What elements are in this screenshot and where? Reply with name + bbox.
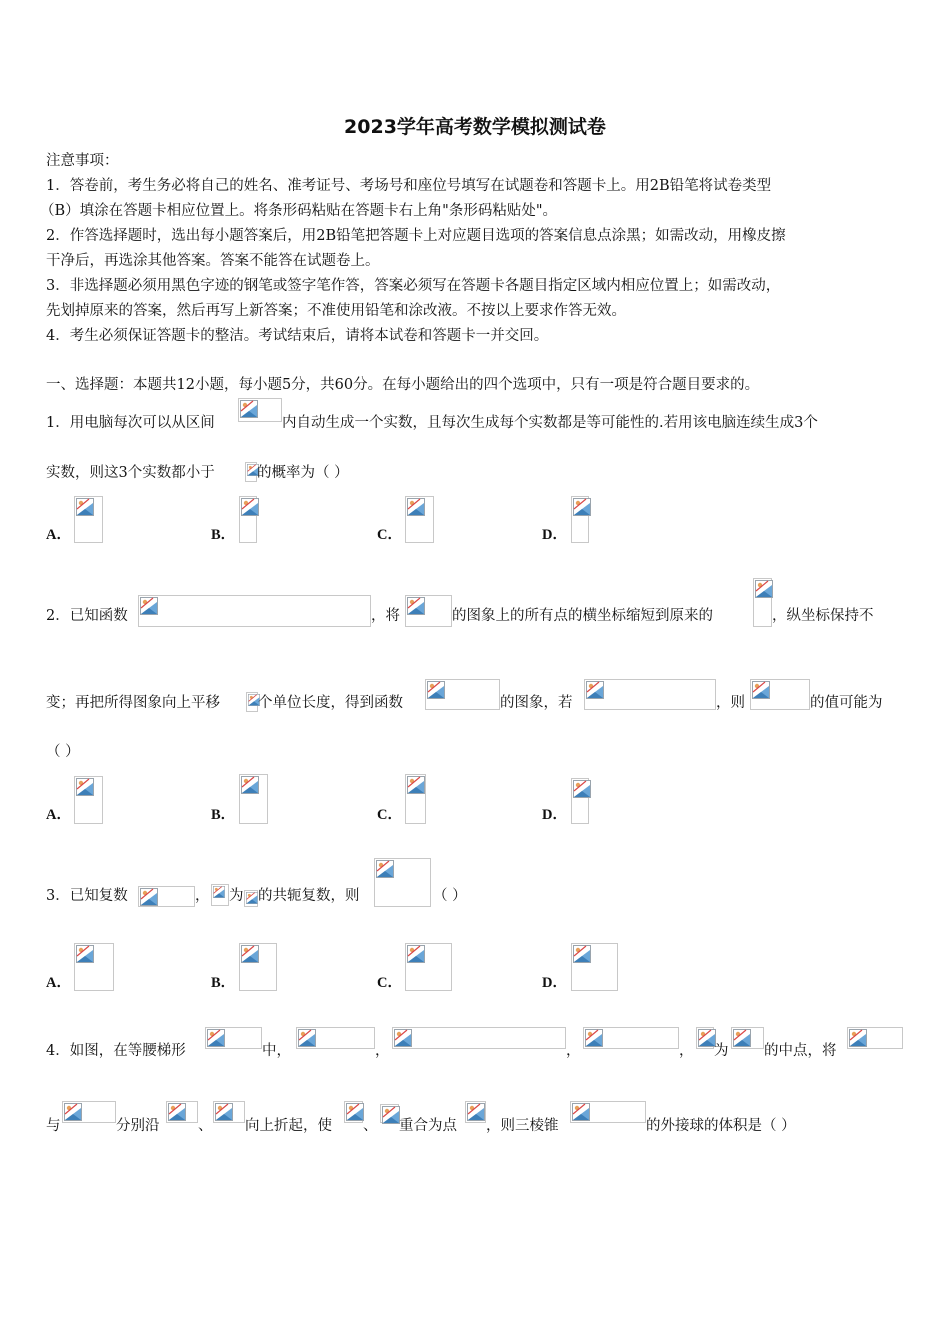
broken-image-icon [583, 1027, 679, 1049]
q1-text: 实数，则这3个实数都小于 [46, 465, 215, 481]
option-b-label: B． [211, 975, 236, 991]
broken-image-glyph [298, 1029, 316, 1047]
broken-image-icon [138, 886, 195, 907]
broken-image-glyph [407, 597, 425, 615]
option-d-label: D． [542, 807, 567, 823]
q2-text: 的值可能为 [810, 695, 883, 711]
broken-image-glyph [427, 681, 445, 699]
q4-text: ，则三棱锥 [486, 1118, 559, 1134]
broken-image-icon [405, 496, 434, 543]
q2-text: ，纵坐标保持不 [772, 608, 874, 624]
broken-image-icon [405, 943, 452, 991]
broken-image-icon [374, 858, 431, 907]
broken-image-icon [696, 1027, 714, 1049]
q4-text: 的外接球的体积是（ ） [646, 1118, 796, 1134]
broken-image-glyph [246, 892, 258, 904]
broken-image-icon [405, 595, 452, 627]
broken-image-icon [571, 496, 589, 543]
broken-image-glyph [76, 498, 94, 516]
broken-image-glyph [376, 860, 394, 878]
q2-text: 的图象上的所有点的横坐标缩短到原来的 [452, 608, 713, 624]
broken-image-glyph [241, 498, 259, 516]
notice-line: 干净后，再选涂其他答案。答案不能答在试题卷上。 [46, 253, 380, 269]
broken-image-glyph [572, 1103, 590, 1121]
q4-text: ， [679, 1043, 694, 1059]
option-d-label: D． [542, 975, 567, 991]
broken-image-icon [245, 462, 257, 482]
option-c-label: C． [377, 807, 402, 823]
q4-text: 中， [262, 1043, 291, 1059]
q4-text: ， [566, 1043, 581, 1059]
broken-image-icon [392, 1027, 566, 1049]
q1-text: 内自动生成一个实数，且每次生成每个实数都是等可能性的.若用该电脑连续生成3个 [282, 415, 818, 431]
broken-image-icon [571, 943, 618, 991]
broken-image-glyph [382, 1106, 400, 1124]
broken-image-glyph [407, 498, 425, 516]
broken-image-icon [213, 1101, 245, 1123]
q3-text: 3．已知复数 [46, 888, 128, 904]
broken-image-glyph [573, 498, 591, 516]
q1-text: 1．用电脑每次可以从区间 [46, 415, 215, 431]
q3-text: 为 [229, 888, 244, 904]
q2-text: （ ） [46, 744, 80, 760]
notice-line: 4．考生必须保证答题卡的整洁。考试结束后，请将本试卷和答题卡一并交回。 [46, 328, 549, 344]
broken-image-glyph [752, 681, 770, 699]
section-heading: 一、选择题：本题共12小题，每小题5分，共60分。在每小题给出的四个选项中，只有一项是符合题目要求的。 [46, 377, 760, 393]
broken-image-icon [211, 884, 229, 906]
broken-image-glyph [207, 1029, 225, 1047]
broken-image-glyph [240, 400, 258, 418]
q2-text: 的图象，若 [500, 695, 573, 711]
broken-image-icon [239, 774, 268, 824]
notice-line: 3．非选择题必须用黑色字迹的钢笔或签字笔作答，答案必须写在答题卡各题目指定区域内相应位置上；如需改动， [46, 278, 781, 294]
q4-text: 向上折起，使 [245, 1118, 332, 1134]
q4-text: 为 [714, 1043, 729, 1059]
q2-text: ，则 [716, 695, 745, 711]
broken-image-glyph [849, 1029, 867, 1047]
broken-image-icon [380, 1104, 399, 1123]
option-c-label: C． [377, 527, 402, 543]
broken-image-glyph [407, 776, 425, 794]
broken-image-icon [74, 776, 103, 824]
q3-text: 的共轭复数，则 [258, 888, 360, 904]
broken-image-icon [750, 679, 810, 710]
q2-text: ，将 [371, 608, 400, 624]
broken-image-icon [205, 1027, 262, 1049]
broken-image-icon [244, 890, 258, 907]
broken-image-glyph [346, 1103, 364, 1121]
q3-text: ， [195, 888, 210, 904]
q4-text: 、 [198, 1118, 213, 1134]
broken-image-icon [570, 1101, 646, 1123]
broken-image-icon [239, 496, 257, 543]
q2-text: 个单位长度，得到函数 [258, 695, 403, 711]
broken-image-glyph [241, 776, 259, 794]
broken-image-glyph [76, 778, 94, 796]
option-a-label: A． [46, 975, 71, 991]
q1-text: 的概率为（ ） [257, 465, 349, 481]
q4-text: ， [375, 1043, 390, 1059]
broken-image-glyph [213, 886, 225, 898]
broken-image-glyph [241, 945, 259, 963]
broken-image-icon [405, 774, 426, 824]
broken-image-icon [238, 398, 282, 422]
broken-image-icon [344, 1101, 363, 1123]
broken-image-glyph [76, 945, 94, 963]
notice-heading: 注意事项： [46, 153, 119, 169]
broken-image-icon [138, 595, 371, 627]
page-title: 2023学年高考数学模拟测试卷 [344, 116, 606, 138]
broken-image-glyph [407, 945, 425, 963]
q4-text: 重合为点 [399, 1118, 457, 1134]
broken-image-glyph [733, 1029, 751, 1047]
broken-image-icon [62, 1101, 116, 1123]
broken-image-glyph [467, 1103, 485, 1121]
broken-image-glyph [215, 1103, 233, 1121]
broken-image-glyph [573, 780, 591, 798]
notice-line: 2．作答选择题时，选出每小题答案后，用2B铅笔把答题卡上对应题目选项的答案信息点涂黑；如需改动，用橡皮擦 [46, 228, 786, 244]
q4-text: 与 [46, 1118, 61, 1134]
q4-text: 的中点，将 [764, 1043, 837, 1059]
q2-text: 2．已知函数 [46, 608, 128, 624]
broken-image-glyph [168, 1103, 186, 1121]
broken-image-glyph [394, 1029, 412, 1047]
broken-image-glyph [140, 888, 158, 906]
q4-text: 分别沿 [116, 1118, 160, 1134]
notice-line: 1．答卷前，考生务必将自己的姓名、准考证号、考场号和座位号填写在试题卷和答题卡上。用2B铅笔将试卷类型 [46, 178, 772, 194]
broken-image-glyph [140, 597, 158, 615]
broken-image-glyph [755, 580, 773, 598]
broken-image-glyph [586, 681, 604, 699]
broken-image-icon [584, 679, 716, 710]
option-a-label: A． [46, 807, 71, 823]
option-d-label: D． [542, 527, 567, 543]
q4-text: 、 [363, 1118, 378, 1134]
broken-image-icon [74, 496, 103, 543]
broken-image-glyph [585, 1029, 603, 1047]
broken-image-icon [296, 1027, 375, 1049]
q3-text: （ ） [433, 888, 467, 904]
broken-image-icon [74, 943, 114, 991]
broken-image-glyph [64, 1103, 82, 1121]
broken-image-icon [239, 943, 277, 991]
broken-image-icon [246, 692, 258, 712]
broken-image-icon [166, 1101, 198, 1123]
notice-line: 先划掉原来的答案，然后再写上新答案；不准使用铅笔和涂改液。不按以上要求作答无效。 [46, 303, 626, 319]
notice-line: （B）填涂在答题卡相应位置上。将条形码粘贴在答题卡右上角"条形码粘贴处"。 [40, 203, 557, 219]
broken-image-icon [465, 1101, 486, 1123]
option-c-label: C． [377, 975, 402, 991]
option-b-label: B． [211, 807, 236, 823]
option-a-label: A． [46, 527, 71, 543]
broken-image-icon [847, 1027, 903, 1049]
broken-image-glyph [573, 945, 591, 963]
option-b-label: B． [211, 527, 236, 543]
broken-image-icon [753, 578, 772, 627]
broken-image-icon [425, 679, 500, 710]
q2-text: 变；再把所得图象向上平移 [46, 695, 220, 711]
q4-text: 4．如图，在等腰梯形 [46, 1043, 186, 1059]
broken-image-icon [571, 778, 589, 824]
broken-image-icon [731, 1027, 764, 1049]
